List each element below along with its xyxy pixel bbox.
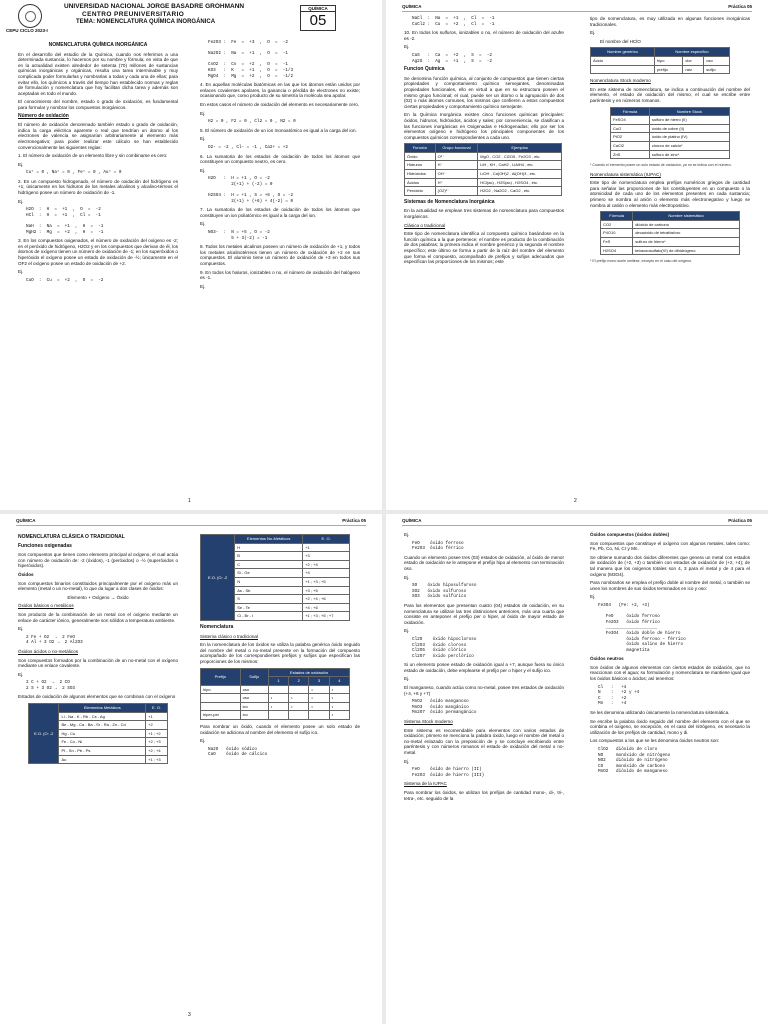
table-cell: oso bbox=[240, 694, 268, 703]
bullet-title: Óxidos bbox=[18, 571, 34, 577]
example-label: Ej. bbox=[18, 269, 24, 275]
table-header: 1 bbox=[268, 677, 288, 686]
prefix-table bbox=[200, 668, 350, 721]
table-cell: óxido de cobre (II) bbox=[649, 124, 729, 133]
running-right: Práctica 05 bbox=[728, 4, 752, 9]
table-row bbox=[405, 178, 562, 187]
table-cell: Au bbox=[59, 755, 146, 764]
table-row bbox=[201, 694, 350, 703]
column-right bbox=[200, 532, 360, 761]
cycle-label: CEPU CICLO 2023-I bbox=[6, 28, 48, 33]
table-note: * El prefijo mono suele omitirse, excepto en el caso del oxígeno. bbox=[590, 259, 693, 264]
paragraph: El nombre del HClO bbox=[600, 38, 641, 44]
paragraph: En este sistema de nomenclatura, se indica a continuación del nombre del elemento, el estado de oxidación del mismo, el cual se escribe entre paréntesis y en números romanos. bbox=[590, 86, 750, 103]
university-seal-icon bbox=[18, 4, 42, 28]
table-cell: +4 ; +6 bbox=[303, 603, 350, 612]
table-cell: • bbox=[268, 694, 288, 703]
subsection-title: Funcion Química bbox=[404, 66, 445, 73]
table-cell: prefijo bbox=[654, 65, 682, 74]
bullet-title: Óxidos compuestos (óxidos dobles) bbox=[590, 532, 670, 537]
example-block: NaCl : Na = +1 , Cl = -1 CuCl2 : Cu = +2 , Cl = -1 bbox=[412, 16, 495, 27]
table-cell: CaCl2 bbox=[611, 141, 650, 150]
example-block: Cl : +4 N : +2 y +4 C : +2 Mn : +4 bbox=[598, 684, 640, 707]
table-cell: Cl - Br - I bbox=[235, 612, 303, 621]
table-cell: oso bbox=[704, 56, 730, 65]
rule-item: 2. En un compuesto hidrogenado, el número de oxidación del hidrógeno es +1; únicamente en los hidruros de los metales alcalinos y alcalino-térreos el hidrógeno posee un número de oxidación de -1. bbox=[18, 178, 178, 196]
table-row bbox=[601, 238, 740, 247]
table-side-label: E.O. (O: -2 bbox=[201, 535, 235, 621]
table-cell: +1 ; +3 ; +5 bbox=[303, 577, 350, 586]
table-cell: Si - Ge bbox=[235, 569, 303, 578]
table-cell: oso bbox=[240, 685, 268, 694]
example-label: Ej. bbox=[200, 221, 206, 227]
table-cell: CO2 bbox=[601, 220, 633, 229]
center-name: CENTRO PREUNIVERSITARIO bbox=[82, 11, 185, 18]
column-left bbox=[404, 532, 564, 804]
table-cell: tetraoxosulfato(VI) de dihidrógeno bbox=[633, 246, 740, 255]
table-cell: +1 ; +3 bbox=[146, 755, 168, 764]
table-cell: As - Sb bbox=[235, 586, 303, 595]
subsection-title: Número de oxidación bbox=[18, 112, 69, 119]
running-left: QUÍMICA bbox=[402, 4, 422, 9]
table-cell: H2SO4 bbox=[601, 246, 633, 255]
table-cell: +3 ; +5 bbox=[303, 586, 350, 595]
table-cell: • bbox=[329, 702, 349, 711]
subsection-title: Óxidos básicos o metálicos bbox=[18, 603, 74, 609]
example-block: Cl2O óxido hipocloroso Cl2O3 óxido cloroso Cl2O5 óxido clórico Cl2O7 óxido perclórico bbox=[412, 636, 477, 659]
table-row bbox=[601, 246, 740, 255]
subject-label: QUÍMICA bbox=[301, 6, 335, 12]
paragraph: En el desarrollo del estudio de la Química, cuando nos referimos a una determinada sustancia, lo hacemos por su nombre y fórmula; en vista de que en la actualidad existen alrededor de setenta (70) millones de sustancias químicas inorgánicas y orgánicas, resulta una tarea interminable y muy complicada poder formularlas y nombrarlas a todas y cada una de ellas; para evitar ello, los químicos a través del tiempo han establecido normas y reglas de formulación y nomenclatura que hoy facilitan dicha tarea y además son aceptadas en todo el mundo. bbox=[18, 51, 178, 96]
paragraph: Los compuestos a los que se les denomina óxidos neutros son: bbox=[590, 738, 720, 744]
paragraph: Se denomina función química, al conjunto de compuestos que tienen ciertas propiedades y comportamiento químico semejantes, denominadas propiedades funcionales, ello en virtud a que en su estructura poseen el mismo grupo funcional; el cual, puede ser un átomo o la agrupación de dos (02) o más átomos comunes, los mismos que confieren a estos compuestos ciertas propiedades y comportamiento químico semejante. bbox=[404, 75, 564, 109]
table-cell: sulfuro de hierro* bbox=[633, 238, 740, 247]
table-cell: • bbox=[289, 694, 309, 703]
example-block: Fe2O3 : Fe = +3 , O = -2 Na2O2 : Na = +1 , O = -1 CsO2 : Cs = +2 , O = -1 KO3 : K = +1 , O = -1/3 MgO4 : Mg = +2 , O = -1/2 bbox=[208, 40, 294, 79]
paragraph: Para nombrar los óxidos, se utilizan los prefijos de cantidad mono-, di-, tri-, tetra-, etc. seguido de la bbox=[404, 789, 564, 801]
table-cell: N bbox=[235, 577, 303, 586]
table-row bbox=[591, 56, 730, 65]
paragraph: En estos casos el número de oxidación del elemento es necesariamente cero. bbox=[200, 101, 360, 107]
rule-item: 9. En todos los haluros, ionizables o no, el número de oxidación del halógeno es -1. bbox=[200, 269, 360, 281]
table-cell: hiper-per bbox=[201, 711, 241, 720]
table-header: Prefijo bbox=[201, 668, 241, 685]
table-cell: óxido de platino (IV) bbox=[649, 133, 729, 142]
example-label: Ej. bbox=[18, 161, 24, 167]
paragraph: Si un elemento posee estado de oxidación igual a +7, aunque fuera su único estado de oxidación, debe emplearse el prefijo per o hiper y el sufijo ico. bbox=[404, 662, 564, 673]
subsection-title: Funciones oxigenadas bbox=[18, 542, 72, 549]
table-cell: +1 ; +2 bbox=[146, 729, 168, 738]
paragraph: Se obtiene sumando dos óxidos diferentes que genera un metal con estados de oxidación de (+2, +3) o también con estados de oxidación de (+2, +4); de tal manera que los oxígenos totales son 4, 3 para el metal y de 4 para el oxígeno (M3O4). bbox=[590, 554, 750, 577]
table-row bbox=[405, 170, 562, 179]
example-label: Ej. bbox=[200, 283, 206, 289]
paragraph: Este tipo de nomenclatura emplea prefijos numéricos griegos de cantidad para señalar las proporciones de los constituyentes en un compuesto o la atomicidad de cada uno de los elementos presentes en cada sustancia; primero se nombra al anión o elemento más electronegativo y luego se nombra al catión o elemento más electropositivo. bbox=[590, 180, 750, 208]
running-header bbox=[16, 518, 366, 526]
table-cell bbox=[289, 711, 309, 720]
example-label: Ej. bbox=[404, 758, 410, 764]
example-label: Ej. bbox=[18, 198, 24, 204]
example-block: CaS : Ca = +2 , S = -2 Ag2S : Ag = +1 , S = -2 bbox=[412, 52, 492, 64]
rule-item: 4. En aquellas moléculas biatómicas en las que los átomos están unidos por enlaces covalentes apolares, la ganancia o pérdida de electrones no existe; ocasionando que, como producto de su simetría la molécula sea apolar. bbox=[200, 82, 360, 99]
table-row bbox=[201, 711, 350, 720]
table-cell: (O2)²⁻ bbox=[435, 187, 478, 196]
practice-number: 05 bbox=[309, 12, 327, 29]
example-block: MnO2 óxido manganoso MnO3 óxido mangánico Mn2O7 óxido permangánico bbox=[412, 699, 477, 716]
example-block: 2 C + O2 → 2 CO 2 S + 3 O2 → 2 SO3 bbox=[26, 680, 75, 691]
example-block: O2- = -2 , Cl- = -1 , Ca2+ = +2 bbox=[208, 144, 288, 150]
paragraph: Estados de oxidación de algunos elementos que se combinan con el oxígeno bbox=[18, 694, 176, 700]
header-banner bbox=[0, 0, 382, 34]
example-block: 2 Fe + O2 → 2 FeO 4 Al + 3 O2 → 2 Al2O3 bbox=[26, 634, 83, 646]
table-header: Función bbox=[405, 144, 436, 153]
paragraph: Para nombrar un óxido, cuando el elemento posee un solo estado de oxidación se adiciona al nombre del elemento el sufijo ico. bbox=[200, 724, 360, 735]
paragraph: Son compuestos formados por la combinación de un no-metal con el oxígeno mediante un enlace covalente. bbox=[18, 657, 178, 669]
table-cell: H⁻ bbox=[435, 161, 478, 170]
iupac-table bbox=[600, 211, 740, 255]
paragraph: Son óxidos de algunos elementos con ciertos estados de oxidación, que no reaccionan con el agua; su formulación y nomenclatura se mantiene igual que los óxidos básicos o ácidos; así tenemos: bbox=[590, 664, 750, 682]
table-cell: ico bbox=[240, 702, 268, 711]
example-label: Ej. bbox=[404, 44, 410, 50]
running-left: QUÍMICA bbox=[16, 518, 36, 523]
rule-item: 1. El número de oxidación de un elemento libre y sin combinarse es cero: bbox=[18, 153, 168, 159]
paragraph: Son compuestos que constituye el oxígeno con algunos metales, tales como: Fe, Pb, Co, Ni, Cr y Mn. bbox=[590, 540, 750, 552]
example-label: Ej. bbox=[200, 738, 206, 744]
table-header: Grupo funcional bbox=[435, 144, 478, 153]
example-block: Cu° = 0 , Na° = 0 , Fe° = 0 , Au° = 0 bbox=[26, 170, 122, 176]
running-right: Práctica 05 bbox=[342, 518, 366, 523]
table-cell bbox=[201, 694, 241, 703]
table-cell bbox=[268, 685, 288, 694]
rule-item: 7. La sumatoria de los estados de oxidación de todos los átomos que constituyen un ion poliatómico es igual a la carga del ion. bbox=[200, 207, 360, 218]
table-cell: Ácidos bbox=[405, 178, 436, 187]
table-cell: H2O2 , Na2O2 , CaO2 , etc. bbox=[478, 187, 562, 196]
paragraph: Este tipo de nomenclatura identifica al compuesto químico basándose en la función química a la que pertenece; el nombre es producto de la combinación de dos palabras; la primera indica el nombre genérico y la segunda el nombre específico; este último se forma a partir de la raíz del nombre del elemento que forma el compuesto, acompañado de prefijos y sufijos adecuados que especifican las proporciones de los mismos; este bbox=[404, 231, 564, 265]
university-name: UNIVERSIDAD NACIONAL JORGE BASADRE GROHMANN bbox=[64, 3, 245, 10]
table-header: Nombre específico bbox=[654, 48, 729, 57]
topic-title: TEMA: NOMENCLATURA QUÍMICA INORGÁNICA bbox=[76, 19, 216, 25]
table-cell: +1 ; +3 ; +5 ; +7 bbox=[303, 612, 350, 621]
table-header: Elementos Metálicos bbox=[59, 704, 146, 713]
paragraph: En la actualidad se emplean tres sistemas de nomenclatura para compuestos inorgánicos. bbox=[404, 208, 564, 220]
table-cell: H⁺ bbox=[435, 178, 478, 187]
running-header bbox=[402, 518, 752, 526]
paragraph: Para nombrarlos se emplea el prefijo doble al nombre del metal, o también se unen los nombres de sus óxidos terminados en ico y oso: bbox=[590, 580, 750, 591]
function-table bbox=[404, 143, 562, 196]
table-cell: LiH , KH , CaH2 , LiAlH4 , etc. bbox=[478, 161, 562, 170]
example-label: Ej. bbox=[200, 110, 206, 116]
rule-item: 3. En los compuestos oxigenados, el número de oxidación del oxígeno es -2; en el peróxido de hidrógeno, H2O2 y en los compuestos que derivan de él, los átomos de oxígeno tienen un número de oxidación de -1; en los superóxidos o hiperóxido el oxígeno posee un estado de oxidación de -½; únicamente en el OF2 el oxígeno posee un estado de oxidación de +2. bbox=[18, 238, 178, 266]
column-left bbox=[18, 40, 178, 286]
example-label: Ej. bbox=[404, 628, 410, 634]
table-cell: Hg - Cu bbox=[59, 729, 146, 738]
bullet-title: Nomenclatura Stock moderno bbox=[590, 78, 651, 84]
table-cell: • bbox=[309, 702, 329, 711]
table-cell bbox=[309, 711, 329, 720]
running-left: QUÍMICA bbox=[402, 518, 422, 523]
table-cell: LiOH , Ca(OH)2 , Al(OH)3 , etc. bbox=[478, 170, 562, 179]
table-cell: +1 bbox=[146, 712, 168, 721]
table-row bbox=[405, 187, 562, 196]
bullet-title: Óxidos neutros bbox=[590, 656, 624, 662]
rule-item: 8. Todos los metales alcalinos poseen un número de oxidación de +1, y todos los metales alcalinotérreos tienen un número de oxidación de +2 en sus compuestos. El aluminio tiene un número de oxidación de +3 en todos sus compuestos. bbox=[200, 244, 360, 266]
table-cell: • bbox=[329, 685, 349, 694]
running-header bbox=[402, 4, 752, 12]
table-header: Nombre genérico bbox=[591, 48, 655, 57]
table-header: Nombre sistemático bbox=[633, 212, 740, 221]
table-cell: P4O10 bbox=[601, 229, 633, 238]
table-cell: decaóxido de tetrafósforo bbox=[633, 229, 740, 238]
paragraph: Se escribe la palabra óxido seguido del nombre del elemento con el que se combina el oxígeno, se excepción, en el caso del nitrógeno, es necesario la utilización de los prefijos de cantidad, mono y di. bbox=[590, 718, 750, 735]
example-block: Fe3O4 (Fe: +2, +3) FeO óxido ferroso Fe2O3 óxido férrico ____________________ Fe3O4 óxido doble de hierro óxido ferroso – férrico óxido salino de hierro magnetita bbox=[598, 602, 686, 653]
table-cell: Fe - Co - Ni bbox=[59, 738, 146, 747]
table-row bbox=[611, 150, 730, 159]
example-label: Ej. bbox=[404, 532, 410, 537]
page-2 bbox=[386, 0, 768, 510]
section-title: NOMENCLATURA QUÍMICA INORGÁNICA bbox=[48, 42, 148, 48]
column-left bbox=[404, 16, 564, 268]
subsection-title: Nomenclatura bbox=[200, 623, 234, 630]
paragraph: El manganeso, cuando actúa como no-metal, posee tres estados de oxidación (+4, +6 y +7) bbox=[404, 685, 564, 696]
table-cell: Hidróxidos bbox=[405, 170, 436, 179]
example-label: Ej. bbox=[200, 167, 206, 173]
paragraph: Son compuestos binarios constituidos principalmente por el oxígeno más un elemento (metal o un no-metal), lo que da lugar a dos clases de óxidos: bbox=[18, 580, 178, 592]
table-cell: Se - Te bbox=[235, 603, 303, 612]
example-block: CuO : Cu = +2 , O = -2 bbox=[26, 277, 104, 283]
table-cell: O²⁻ bbox=[435, 152, 478, 161]
paragraph: En la Química Inorgánica existen cinco funciones químicas principales: óxidos, hidruros, hidróxidos, ácidos y sales; por conveniencia, se clasifican a las funciones inorgánicas en Oxigenadas e Hidrogenadas; ello por ser los elementos oxígeno e hidrógeno los principales componentes de los compuestos químicos correspondientes a cada uno. bbox=[404, 112, 564, 140]
paragraph: Son compuestos que tienen como elemento principal al oxígeno, el cual actúa con número de oxidación de: -2 (óxidos), -1 (peróxidos) o -½ (superóxidos o hiperóxidos). bbox=[18, 552, 178, 569]
table-cell: +2 ; +3 bbox=[146, 738, 168, 747]
example-block: H2O : H = +1 , O = -2 2(+1) + (-2) = 0 H2SO4 : H = +1 , S = +6 , O = -2 2(+1) + (+6) + 4(-2) = 0 bbox=[208, 176, 294, 204]
table-cell: hipo bbox=[201, 685, 241, 694]
paragraph: El número de oxidación denominado también estado o grado de oxidación, indica la carga eléctrica aparente o real que tendrían un átomo al los electrones de valencia se asignarían arbitrariamente al elemento más electronegativo; para poder realizar este cálculo se han establecido convencionalmente las siguientes reglas: bbox=[18, 122, 178, 150]
table-cell: cloruro de calcio* bbox=[649, 141, 729, 150]
table-cell: HCl(ac) , H2S(ac) , H2SO4 , etc. bbox=[478, 178, 562, 187]
table-cell: Be - Mg - Ca - Ba - Sr - Ra - Zn - Cd bbox=[59, 721, 146, 730]
column-right bbox=[590, 532, 750, 778]
table-cell: • bbox=[289, 702, 309, 711]
table-cell: • bbox=[329, 694, 349, 703]
table-row bbox=[405, 161, 562, 170]
rule-item: 6. La sumatoria de los estados de oxidación de todos los átomos que constituyen un compuesto neutro, es cero. bbox=[200, 153, 360, 165]
bullet-title: Nomenclatura sistemática (IUPAC) bbox=[590, 171, 661, 177]
table-cell: ZnS bbox=[611, 150, 650, 159]
table-header: Sufijo bbox=[240, 668, 268, 685]
table-row bbox=[405, 152, 562, 161]
table-header: 4 bbox=[329, 677, 349, 686]
reaction-scheme: Elemento + Oxígeno → Óxido bbox=[67, 594, 129, 600]
example-label: Ej. bbox=[590, 594, 596, 600]
table-cell: clor bbox=[683, 56, 704, 65]
subsection-title: Sistema de la IUPAC bbox=[404, 781, 447, 787]
table-cell: Óxido bbox=[405, 152, 436, 161]
table-cell: Li - Na - K - Rb - Cs - Ag bbox=[59, 712, 146, 721]
stock-table bbox=[610, 107, 730, 160]
table-header: 2 bbox=[289, 677, 309, 686]
table-cell: FeS bbox=[601, 238, 633, 247]
example-block: SO óxido hiposulfuroso SO2 óxido sulfuroso SO3 óxido sulfúrico bbox=[412, 583, 477, 600]
table-cell: sulfuro de hierro (II) bbox=[649, 116, 729, 125]
table-cell: • bbox=[309, 685, 329, 694]
metal-table bbox=[28, 703, 168, 764]
table-cell: H bbox=[235, 543, 303, 552]
table-cell: S bbox=[235, 595, 303, 604]
example-label: Ej. bbox=[404, 574, 410, 580]
table-cell: ico bbox=[240, 711, 268, 720]
table-cell: Ácido bbox=[591, 56, 655, 65]
table-cell: • bbox=[329, 711, 349, 720]
section-title: NOMENCLATURA CLÁSICA O TRADICIONAL bbox=[18, 534, 125, 540]
table-cell: Pt - Sn - Pb - Ps bbox=[59, 747, 146, 756]
page-3 bbox=[0, 514, 382, 1024]
column-left bbox=[18, 532, 178, 768]
table-cell bbox=[591, 65, 655, 74]
rule-item: 5. El número de oxidación de un ion monoatómico es igual a la carga del ion. bbox=[200, 127, 357, 133]
paragraph: Cuando un elemento posee tres (03) estados de oxidación, al óxido de menor estado de oxidación se le antepone el prefijo hipo al elemento con terminación oso. bbox=[404, 554, 564, 571]
table-row bbox=[201, 685, 350, 694]
table-cell: C bbox=[235, 560, 303, 569]
example-block: NO3- : N = +5 , O = -2 5 + 3(-2) = -1 bbox=[208, 230, 270, 241]
table-header: Nombre Stock bbox=[649, 107, 729, 116]
example-block: H2 = 0 , F2 = 0 , Cl2 = 0 , N2 = 0 bbox=[208, 119, 296, 125]
table-cell: B bbox=[235, 552, 303, 561]
table-cell: Hidruros bbox=[405, 161, 436, 170]
table-cell: hipo bbox=[654, 56, 682, 65]
rule-item: 10. En todos los sulfuros, ionizables o no, el número de oxidación del azufre es -2. bbox=[404, 30, 564, 41]
page-1 bbox=[0, 0, 382, 510]
table-header: Elementos No-Metálicos bbox=[235, 535, 303, 544]
example-label: Ej. bbox=[404, 676, 410, 682]
example-label: Ej. bbox=[18, 626, 24, 632]
example-label: Ej. bbox=[200, 136, 206, 142]
table-cell: • bbox=[309, 694, 329, 703]
table-row bbox=[611, 124, 730, 133]
paragraph: Para los elementos que presentan cuatro (04) estados de oxidación, en su nomenclatura se utilizan las tres distinciones anteriores, más una cuarta que consiste en anteponer el prefijo per o hiper, al óxido de mayor estado de oxidación. bbox=[404, 602, 564, 625]
table-header: 3 bbox=[309, 677, 329, 686]
table-cell bbox=[201, 702, 241, 711]
table-cell: +4 bbox=[303, 569, 350, 578]
paragraph: tipo de nomenclatura, es muy utilizada en algunas funciones inorgánicas tradicionales. bbox=[590, 16, 750, 27]
paragraph: En la nomenclatura de los óxidos se utiliza la palabra genérica óxido seguido del nombre del metal o no-metal presente en la formación del compuesto acompañado de los correspondientes prefijos y sufijos que especifican las proporciones de los mismos: bbox=[200, 642, 360, 664]
column-right bbox=[200, 40, 360, 292]
subsection-title: Sistema Stock moderno bbox=[404, 719, 453, 725]
table-cell: Peróxido bbox=[405, 187, 436, 196]
page-number: 2 bbox=[574, 498, 577, 504]
table-cell: FeSO4 bbox=[611, 116, 650, 125]
table-cell: +2 bbox=[146, 721, 168, 730]
name-table bbox=[590, 47, 730, 74]
table-side-label: E.O. (O: -2 bbox=[29, 704, 59, 764]
table-header: E. O. bbox=[146, 704, 168, 713]
table-note: * Cuando el elemento posee un solo estado de oxidación, ya no se indica con el número. bbox=[590, 163, 732, 168]
table-cell: CuO bbox=[611, 124, 650, 133]
table-row bbox=[611, 116, 730, 125]
table-row bbox=[601, 220, 740, 229]
page-number: 1 bbox=[188, 498, 191, 504]
table-cell: +2 ; +4 bbox=[303, 560, 350, 569]
paragraph: El conocimiento del nombre, estado o grado de oxidación, es fundamental para formular y nombrar los compuestos inorgánicos. bbox=[18, 99, 178, 110]
table-header: Fórmula bbox=[601, 212, 633, 221]
column-right bbox=[590, 16, 750, 268]
table-cell: +3 bbox=[303, 552, 350, 561]
example-block: FeO óxido de hierro (II) Fe2O3 óxido de hierro (III) bbox=[412, 767, 485, 778]
table-row bbox=[611, 133, 730, 142]
example-block: ClO2 dióxido de cloro NO monóxido de nitrógeno NO2 dióxido de nitrógeno CO monóxido de carbono MnO2 dióxido de manganeso bbox=[598, 747, 671, 775]
table-row bbox=[591, 65, 730, 74]
table-header: Estados de oxidación bbox=[268, 668, 349, 677]
paragraph: Este sistema es recomendable para elementos con varios estados de oxidación; primero se menciona la palabra óxido, luego el nombre del metal o no-metal enlazado con la preposición de y se concluye escribiendo entre paréntesis y con números romanos el estado de oxidación del metal o no-metal. bbox=[404, 727, 564, 755]
subsection-title: Sistemas de Nomenclatura Inorgánica bbox=[404, 198, 495, 205]
example-block: Na2O óxido sódico CaO óxido de cálcico bbox=[208, 746, 268, 758]
table-cell bbox=[268, 711, 288, 720]
table-cell: MgO , CO2 , Cl2O5 , Fe2O3 , etc. bbox=[478, 152, 562, 161]
example-label: Ej. bbox=[590, 30, 596, 36]
paragraph: Son producto de la combinación de un metal con el oxígeno mediante un enlace de carácter iónico, generalmente son sólidos a temperatura ambiente. bbox=[18, 611, 178, 623]
bullet-title: Clásica o tradicional bbox=[404, 222, 446, 228]
page-4 bbox=[386, 514, 768, 1024]
table-header: E. O. bbox=[303, 535, 350, 544]
example-label: Ej. bbox=[18, 671, 24, 677]
practice-box bbox=[300, 5, 336, 31]
table-cell: OH⁻ bbox=[435, 170, 478, 179]
example-block: FeO óxido ferroso Fe2O3 óxido férrico bbox=[412, 540, 464, 552]
table-row bbox=[601, 229, 740, 238]
table-header: Fórmula bbox=[611, 107, 650, 116]
paragraph: Se les denomina utilizando únicamente la nomenclatura sistemática. bbox=[590, 710, 730, 716]
table-cell: raíz bbox=[683, 65, 704, 74]
running-right: Práctica 05 bbox=[728, 518, 752, 523]
table-cell: dióxido de carbono bbox=[633, 220, 740, 229]
example-block: H2O : H = +1 , O = -2 HCl : H = +1 , Cl = -1 NaH : Na = +1 , H = -1 MgH2 : Mg = +2 , H = -1 bbox=[26, 207, 104, 235]
table-row bbox=[201, 702, 350, 711]
page-number: 3 bbox=[188, 1012, 191, 1018]
table-cell: +2 ; +4 bbox=[146, 747, 168, 756]
table-cell: • bbox=[268, 702, 288, 711]
table-cell: sulfuro de zinc* bbox=[649, 150, 729, 159]
subsection-title: Sistema clásico o tradicional bbox=[200, 633, 258, 639]
table-row bbox=[611, 141, 730, 150]
subsection-title: Óxidos ácidos o no-metálicos bbox=[18, 648, 79, 654]
table-cell: PtO2 bbox=[611, 133, 650, 142]
table-cell bbox=[289, 685, 309, 694]
table-cell: +2 ; +4 ; +6 bbox=[303, 595, 350, 604]
table-cell: sufijo bbox=[704, 65, 730, 74]
table-header: Ejemplos bbox=[478, 144, 562, 153]
nonmetal-table bbox=[200, 534, 350, 621]
table-cell: +1 bbox=[303, 543, 350, 552]
